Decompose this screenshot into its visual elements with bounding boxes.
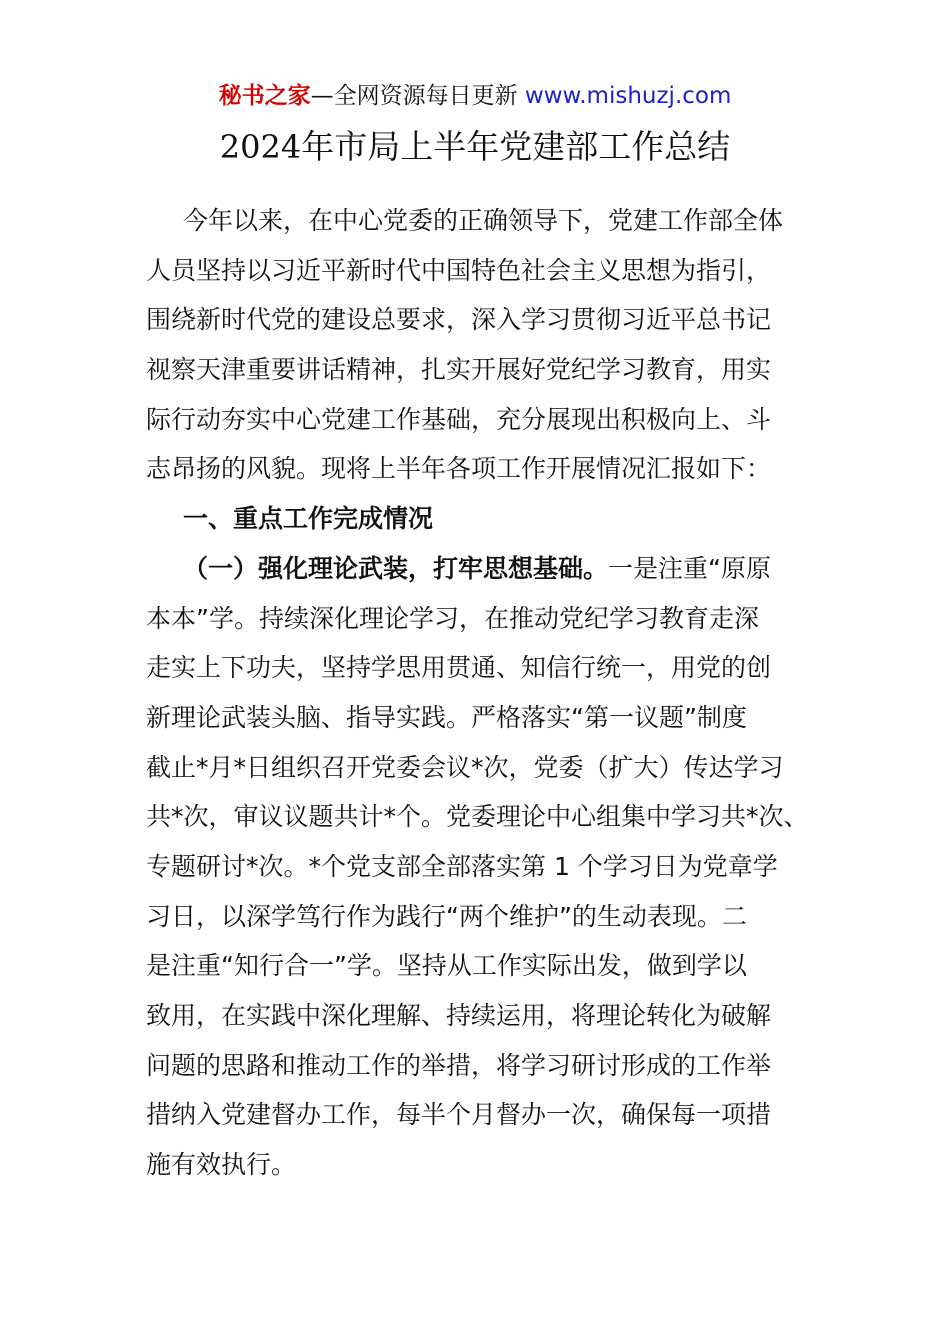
paragraph-line: 截止*月*日组织召开党委会议*次，党委（扩大）传达学习 [146, 752, 784, 782]
document-title [0, 124, 950, 170]
title-year: 2024 [219, 128, 302, 166]
intro-line: 际行动夯实中心党建工作基础，充分展现出积极向上、斗 [146, 404, 772, 434]
subsection-first-line-text: 一是注重“原原 [608, 553, 771, 583]
site-url-link[interactable]: www.mishuzj.com [524, 83, 732, 109]
paragraph-line: 本本”学。持续深化理论学习，在推动党纪学习教育走深 [146, 603, 759, 633]
site-tagline: —全网资源每日更新 [310, 83, 518, 109]
intro-line: 视察天津重要讲话精神，扎实开展好党纪学习教育，用实 [146, 355, 772, 385]
intro-line: 围绕新时代党的建设总要求，深入学习贯彻习近平总书记 [146, 305, 772, 335]
site-brand: 秘书之家 [218, 83, 311, 109]
intro-line: 今年以来，在中心党委的正确领导下，党建工作部全体 [183, 206, 784, 235]
title-text: 年市局上半年党建部工作总结 [301, 127, 731, 166]
subsection-heading: （一）强化理论武装，打牢思想基础。 [183, 553, 609, 583]
intro-line: 志昂扬的风貌。现将上半年各项工作开展情况汇报如下： [146, 454, 772, 484]
intro-line: 人员坚持以习近平新时代中国特色社会主义思想为指引， [146, 255, 772, 285]
paragraph-line: 致用，在实践中深化理解、持续运用，将理论转化为破解 [146, 1001, 772, 1030]
paragraph-line: 施有效执行。 [146, 1150, 297, 1180]
subsection-first-line [146, 544, 806, 594]
paragraph-line: 共*次，审议议题共计*个。党委理论中心组集中学习共*次、 [146, 802, 809, 832]
paragraph-line: 走实上下功夫，坚持学思用贯通、知信行统一，用党的创 [146, 653, 772, 683]
paragraph-line: 习日，以深学笃行作为践行“两个维护”的生动表现。二 [146, 901, 747, 931]
paragraph-line: 问题的思路和推动工作的举措，将学习研讨形成的工作举 [146, 1050, 772, 1080]
paragraph-line: 是注重“知行合一”学。坚持从工作实际出发，做到学以 [146, 951, 747, 981]
section-heading: 一、重点工作完成情况 [183, 504, 434, 534]
site-header [0, 80, 950, 112]
paragraph-line: 措纳入党建督办工作，每半个月督办一次，确保每一项措 [146, 1100, 772, 1130]
paragraph-line: 专题研讨*次。*个党支部全部落实第 1 个学习日为党章学 [146, 851, 778, 881]
document-body [146, 196, 809, 1190]
paragraph-line: 新理论武装头脑、指导实践。严格落实“第一议题”制度 [146, 702, 747, 732]
